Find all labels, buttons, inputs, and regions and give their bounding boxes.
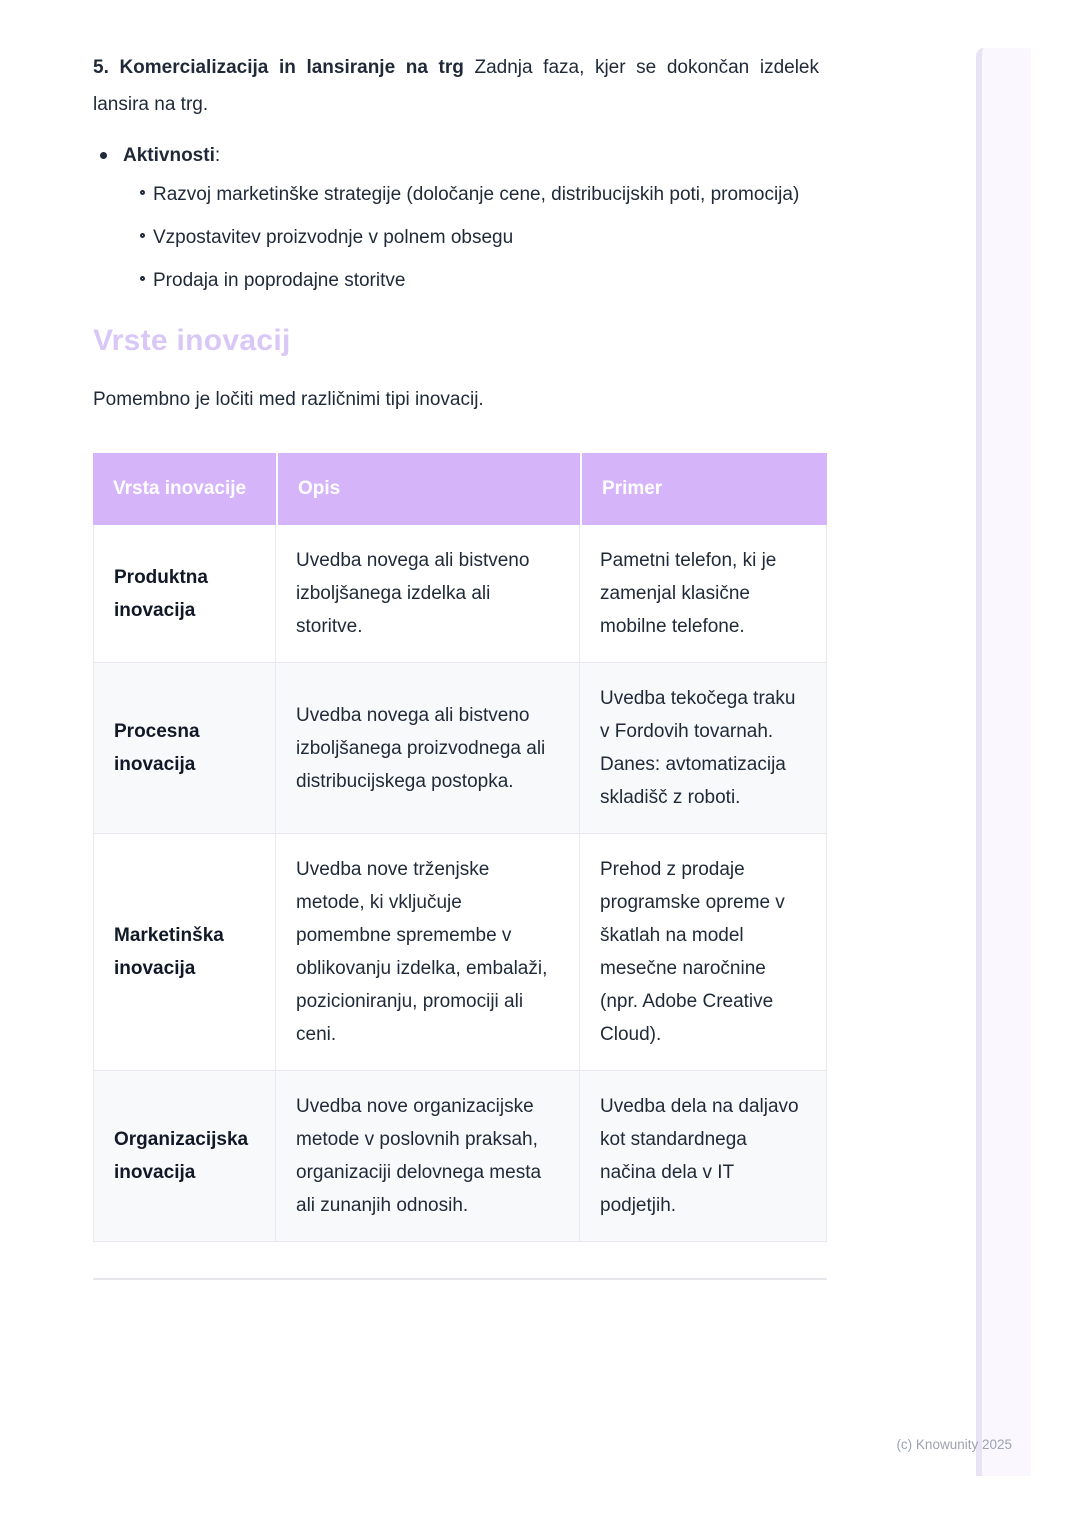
section-intro: Pomembno je ločiti med različnimi tipi inovacij. [93,389,484,410]
activities-label-bold: Aktivnosti [123,145,215,166]
document-content [93,0,827,1280]
activities-list [93,139,827,297]
copyright-footer: (c) Knowunity 2025 [896,1437,1012,1452]
cell-opis: Uvedba nove organizacijske metode v poslovnih praksah, organizaciji delovnega mesta ali zunanjih odnosih. [276,1071,580,1242]
cell-vrsta: Organizacijska inovacija [93,1071,276,1242]
activity-text: Razvoj marketinške strategije (določanje cene, distribucijskih poti, promocija) [153,184,800,205]
cell-opis: Uvedba nove trženjske metode, ki vključuje pomembne spremembe v oblikovanju izdelka, embalaži, pozicioniranju, promociji ali ceni. [276,834,580,1071]
list-item [140,221,827,254]
activities-sublist [93,178,827,297]
phase-5-text: Zadnja faza, kjer se dokončan izdelek lansira na trg. [93,57,819,115]
cell-opis: Uvedba novega ali bistveno izboljšanega proizvodnega ali distribucijskega postopka. [276,663,580,834]
divider [93,1278,827,1280]
activity-text: Vzpostavitev proizvodnje v polnem obsegu [153,227,514,248]
list-item [93,139,827,172]
bullet-circle-icon [140,233,145,238]
table-row [93,1071,827,1242]
cell-primer: Prehod z prodaje programske opreme v škatlah na model mesečne naročnine (npr. Adobe Creative Cloud). [580,834,827,1071]
cell-vrsta: Marketinška inovacija [93,834,276,1071]
scrollbar-track[interactable] [976,48,1031,1476]
cell-primer: Uvedba tekočega traku v Fordovih tovarnah. Danes: avtomatizacija skladišč z roboti. [580,663,827,834]
activities-label [123,139,220,172]
table-row [93,834,827,1071]
bullet-disc-icon [100,152,107,159]
table-row [93,663,827,834]
table-row [93,525,827,663]
cell-vrsta: Procesna inovacija [93,663,276,834]
bullet-circle-icon [140,190,145,195]
col-header-primer: Primer [580,453,827,525]
bullet-circle-icon [140,276,145,281]
cell-vrsta: Produktna inovacija [93,525,276,663]
col-header-opis: Opis [276,453,580,525]
activity-text: Prodaja in poprodajne storitve [153,270,406,291]
phase-5-paragraph [93,49,819,123]
activities-label-colon: : [214,145,221,166]
table-header-row [93,453,827,525]
phase-5-title: 5. Komercializacija in lansiranje na trg [93,57,464,78]
col-header-vrsta: Vrsta inovacije [93,453,276,525]
list-item [140,264,827,297]
cell-opis: Uvedba novega ali bistveno izboljšanega izdelka ali storitve. [276,525,580,663]
cell-primer: Pametni telefon, ki je zamenjal klasične mobilne telefone. [580,525,827,663]
list-item [140,178,827,211]
innovation-table [93,453,827,1242]
cell-primer: Uvedba dela na daljavo kot standardnega načina dela v IT podjetjih. [580,1071,827,1242]
section-heading: Vrste inovacij [93,324,291,357]
